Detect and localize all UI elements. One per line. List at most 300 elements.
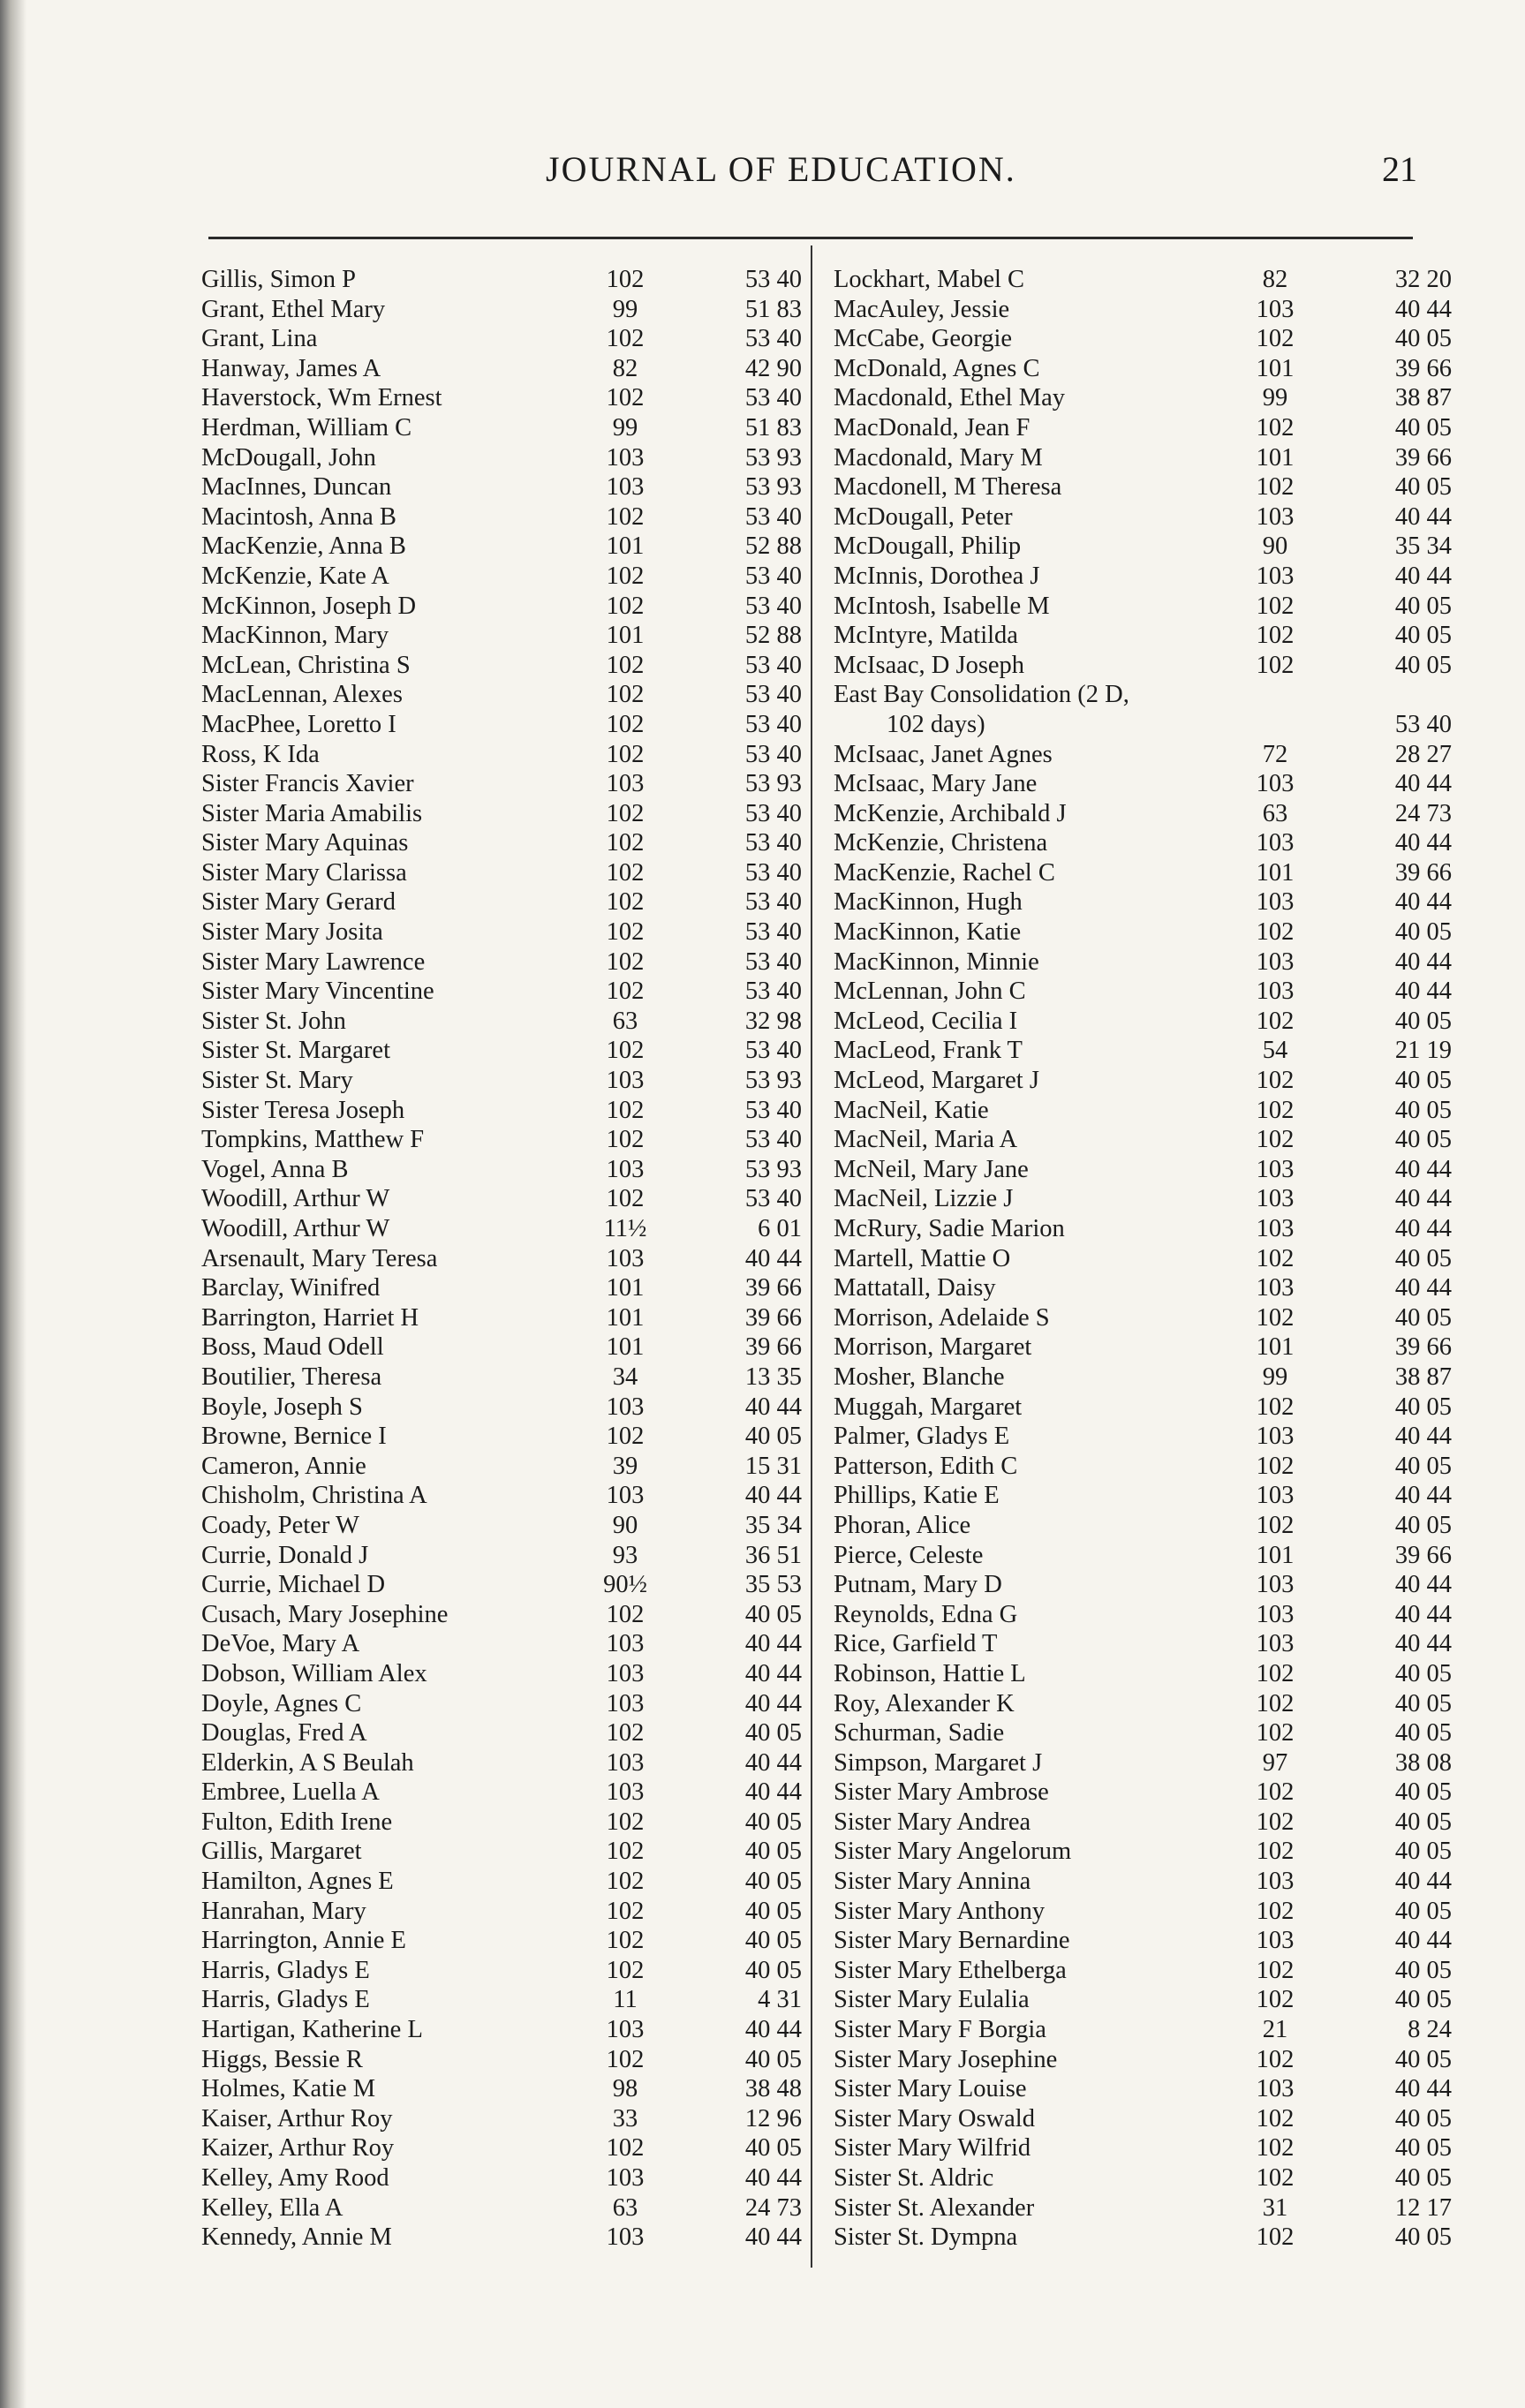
teacher-name: Holmes, Katie M — [201, 2075, 376, 2103]
grant-amount: 40 44 — [744, 1482, 802, 1510]
list-item — [201, 295, 802, 325]
journal-title: JOURNAL OF EDUCATION. — [546, 149, 1016, 189]
grant-amount: 32 20 — [1394, 266, 1452, 293]
list-item — [834, 1155, 1469, 1185]
list-item — [834, 1956, 1469, 1986]
grant-amount: 35 34 — [744, 1511, 802, 1539]
days-taught: 97 — [1262, 1748, 1288, 1777]
days-taught: 103 — [1256, 1630, 1295, 1658]
list-item — [834, 1570, 1469, 1600]
grant-amount: 39 66 — [744, 1274, 802, 1302]
list-item — [201, 1897, 802, 1927]
list-item — [834, 651, 1469, 681]
days-taught: 102 — [606, 1037, 645, 1065]
teacher-name: Sister Mary Andrea — [834, 1808, 1031, 1836]
list-item — [201, 413, 802, 443]
list-item — [201, 1629, 802, 1659]
teacher-name: Coady, Peter W — [201, 1511, 359, 1539]
days-taught: 103 — [606, 1067, 645, 1095]
grant-amount: 40 05 — [1394, 1719, 1452, 1747]
days-taught: 102 — [1256, 2134, 1295, 2163]
list-item — [201, 1184, 802, 1214]
list-item — [834, 295, 1469, 325]
teacher-name: Morrison, Margaret — [834, 1333, 1032, 1362]
teacher-name: MacNeil, Maria A — [834, 1126, 1018, 1154]
teacher-name: MacPhee, Loretto I — [201, 710, 396, 738]
grant-amount: 40 05 — [744, 1868, 802, 1896]
teacher-name: Mattatall, Daisy — [834, 1274, 996, 1302]
days-taught: 63 — [612, 2193, 638, 2222]
list-item — [834, 799, 1469, 829]
grant-amount: 40 44 — [1394, 1274, 1452, 1302]
days-taught: 101 — [1256, 354, 1295, 382]
days-taught: 103 — [1256, 978, 1295, 1006]
list-item — [834, 1689, 1469, 1719]
list-item — [834, 383, 1469, 413]
list-item — [834, 1452, 1469, 1482]
list-item — [834, 1926, 1469, 1956]
grant-amount: 24 73 — [744, 2193, 802, 2222]
grant-amount: 53 40 — [744, 651, 802, 679]
days-taught: 102 — [1256, 2223, 1295, 2252]
days-taught: 102 — [606, 1096, 645, 1124]
days-taught: 103 — [606, 1659, 645, 1687]
list-item — [834, 1481, 1469, 1511]
grant-amount: 53 40 — [744, 858, 802, 887]
teacher-name: Sister Mary Josephine — [834, 2045, 1058, 2073]
teacher-name: Macintosh, Anna B — [201, 502, 396, 531]
days-taught: 102 — [606, 2134, 645, 2163]
days-taught: 102 — [1256, 413, 1295, 442]
grant-amount: 40 05 — [1394, 325, 1452, 353]
days-taught: 102 — [1256, 2104, 1295, 2132]
grant-amount: 40 44 — [1394, 502, 1452, 531]
teacher-name: Cusach, Mary Josephine — [201, 1600, 449, 1628]
teacher-name: McInnis, Dorothea J — [834, 562, 1040, 590]
list-item — [201, 2074, 802, 2104]
list-item — [834, 2015, 1469, 2045]
grant-amount: 40 05 — [1394, 1244, 1452, 1272]
list-item — [201, 383, 802, 413]
teacher-name: McIntosh, Isabelle M — [834, 592, 1050, 620]
page-number: 21 — [1382, 149, 1417, 189]
grant-amount: 40 44 — [1394, 770, 1452, 798]
grant-amount: 40 44 — [744, 1244, 802, 1272]
list-item — [834, 1897, 1469, 1927]
teacher-name: Kennedy, Annie M — [201, 2223, 392, 2252]
grant-amount: 53 40 — [1394, 710, 1452, 738]
list-item — [834, 1718, 1469, 1748]
days-taught: 33 — [612, 2104, 638, 2132]
teacher-name: Sister Mary Louise — [834, 2075, 1027, 2103]
days-taught: 102 — [606, 1808, 645, 1836]
teacher-name: Robinson, Hattie L — [834, 1659, 1026, 1687]
days-taught: 101 — [606, 532, 645, 561]
list-item — [834, 324, 1469, 354]
list-item — [834, 1066, 1469, 1096]
teacher-name: McKinnon, Joseph D — [201, 592, 417, 620]
teacher-name: Currie, Michael D — [201, 1571, 386, 1599]
list-item — [201, 443, 802, 473]
grant-amount: 35 34 — [1394, 532, 1452, 561]
list-item — [201, 1689, 802, 1719]
days-taught: 102 — [1256, 1838, 1295, 1866]
grant-amount: 53 40 — [744, 681, 802, 709]
teacher-name: East Bay Consolidation (2 D, — [834, 681, 1129, 709]
days-taught: 103 — [606, 2016, 645, 2044]
list-item — [201, 1778, 802, 1808]
teacher-name: McLeod, Cecilia I — [834, 1007, 1018, 1035]
teacher-name: Sister Francis Xavier — [201, 770, 414, 798]
days-taught: 103 — [1256, 2075, 1295, 2103]
teacher-name: Martell, Mattie O — [834, 1244, 1011, 1272]
days-taught: 99 — [612, 413, 638, 442]
days-taught: 72 — [1262, 740, 1288, 768]
list-item — [201, 2223, 802, 2253]
days-taught: 103 — [606, 473, 645, 502]
grant-amount: 39 66 — [1394, 1541, 1452, 1569]
teacher-name: Herdman, William C — [201, 413, 412, 442]
days-taught: 101 — [606, 1333, 645, 1362]
days-taught: 102 — [1256, 1808, 1295, 1836]
days-taught: 101 — [1256, 1541, 1295, 1569]
grant-amount: 40 44 — [744, 2016, 802, 2044]
list-item — [834, 2074, 1469, 2104]
days-taught: 98 — [612, 2075, 638, 2103]
teacher-name: Kaiser, Arthur Roy — [201, 2104, 393, 2132]
teacher-name: Phoran, Alice — [834, 1511, 971, 1539]
teacher-name: Boyle, Joseph S — [201, 1393, 363, 1421]
list-item — [834, 1007, 1469, 1037]
list-item — [201, 1244, 802, 1274]
grant-amount: 53 40 — [744, 1037, 802, 1065]
days-taught: 103 — [606, 443, 645, 472]
list-item — [834, 2045, 1469, 2075]
grant-amount: 40 05 — [1394, 1838, 1452, 1866]
days-taught: 90 — [612, 1511, 638, 1539]
grant-amount: 28 27 — [1394, 740, 1452, 768]
days-taught: 102 — [1256, 1778, 1295, 1807]
list-item — [201, 1837, 802, 1867]
list-item — [201, 1422, 802, 1452]
list-item — [201, 1393, 802, 1423]
teacher-name: Kelley, Amy Rood — [201, 2164, 389, 2192]
days-taught: 102 — [1256, 1719, 1295, 1747]
teacher-name: Sister St. Mary — [201, 1067, 353, 1095]
days-taught: 102 — [606, 384, 645, 412]
days-taught: 21 — [1262, 2016, 1288, 2044]
days-taught: 103 — [1256, 295, 1295, 323]
grant-amount: 40 05 — [744, 1838, 802, 1866]
grant-amount: 24 73 — [1394, 799, 1452, 827]
list-item — [201, 354, 802, 384]
list-item — [201, 1332, 802, 1363]
teacher-name: Sister Mary Angelorum — [834, 1838, 1072, 1866]
days-taught: 102 — [606, 1126, 645, 1154]
teacher-name: Sister St. Alexander — [834, 2193, 1035, 2222]
teacher-name: Grant, Lina — [201, 325, 318, 353]
days-taught: 102 — [606, 2045, 645, 2073]
days-taught: 11 — [613, 1986, 638, 2014]
teacher-name: McDonald, Agnes C — [834, 354, 1040, 382]
days-taught: 102 — [606, 740, 645, 768]
list-item — [834, 680, 1469, 710]
days-taught: 103 — [606, 1748, 645, 1777]
teacher-name: Sister Mary Aquinas — [201, 829, 409, 857]
list-item — [834, 1511, 1469, 1541]
grant-amount: 53 40 — [744, 592, 802, 620]
teacher-name: McLennan, John C — [834, 978, 1026, 1006]
teacher-name: McRury, Sadie Marion — [834, 1215, 1065, 1242]
grant-amount: 40 05 — [744, 1927, 802, 1955]
list-item — [201, 592, 802, 622]
grant-amount: 40 44 — [744, 2223, 802, 2252]
list-item — [201, 265, 802, 295]
days-taught: 99 — [1262, 1363, 1288, 1391]
teacher-name: Schurman, Sadie — [834, 1719, 1005, 1747]
grant-amount: 36 51 — [744, 1541, 802, 1569]
days-taught: 102 — [606, 266, 645, 293]
teacher-name: Sister Teresa Joseph — [201, 1096, 405, 1124]
teacher-name: Lockhart, Mabel C — [834, 266, 1025, 293]
grant-amount: 53 93 — [744, 1155, 802, 1183]
teacher-name: MacDonald, Jean F — [834, 413, 1031, 442]
list-item — [834, 1837, 1469, 1867]
days-taught: 103 — [1256, 1423, 1295, 1451]
list-item — [201, 1659, 802, 1689]
list-item — [834, 1600, 1469, 1630]
teacher-name: Macdonell, M Theresa — [834, 473, 1062, 502]
teacher-name: Sister Mary Vincentine — [201, 978, 434, 1006]
teacher-name: Morrison, Adelaide S — [834, 1303, 1050, 1332]
teacher-name: MacKenzie, Anna B — [201, 532, 406, 561]
grant-amount: 40 05 — [1394, 2104, 1452, 2132]
teacher-name: McKenzie, Kate A — [201, 562, 389, 590]
days-taught: 102 — [1256, 1897, 1295, 1925]
teacher-name: Macdonald, Mary M — [834, 443, 1043, 472]
page-header — [0, 148, 1525, 201]
list-item — [201, 1214, 802, 1244]
teacher-name: Sister Maria Amabilis — [201, 799, 423, 827]
grant-amount: 40 44 — [1394, 1215, 1452, 1242]
grant-amount: 40 05 — [744, 1719, 802, 1747]
teacher-name: MacLennan, Alexes — [201, 681, 403, 709]
grant-amount: 52 88 — [744, 622, 802, 650]
list-item — [834, 1659, 1469, 1689]
grant-amount: 40 44 — [1394, 295, 1452, 323]
grant-amount: 39 66 — [744, 1303, 802, 1332]
teacher-name: Palmer, Gladys E — [834, 1423, 1010, 1451]
list-item — [201, 887, 802, 917]
list-item — [834, 502, 1469, 532]
days-taught: 102 — [606, 799, 645, 827]
grant-amount: 40 05 — [744, 1423, 802, 1451]
list-item — [834, 354, 1469, 384]
teacher-name: MacAuley, Jessie — [834, 295, 1010, 323]
grant-amount: 40 44 — [1394, 1600, 1452, 1628]
grant-amount: 40 05 — [1394, 1659, 1452, 1687]
teacher-name: McIsaac, D Joseph — [834, 651, 1025, 679]
grant-amount: 53 40 — [744, 266, 802, 293]
grant-amount: 40 05 — [1394, 1096, 1452, 1124]
grant-amount: 40 05 — [1394, 1126, 1452, 1154]
grant-amount: 6 01 — [758, 1215, 802, 1242]
days-taught: 102 — [606, 918, 645, 947]
days-taught: 102 — [606, 1185, 645, 1213]
list-item — [201, 1926, 802, 1956]
days-taught: 103 — [1256, 1600, 1295, 1628]
grant-amount: 40 44 — [1394, 888, 1452, 917]
list-item — [834, 1036, 1469, 1066]
teacher-name: MacInnes, Duncan — [201, 473, 392, 502]
teacher-name: Harris, Gladys E — [201, 1956, 370, 1984]
days-taught: 103 — [606, 1630, 645, 1658]
list-item — [201, 1155, 802, 1185]
days-taught: 102 — [1256, 2164, 1295, 2192]
grant-amount: 53 93 — [744, 473, 802, 502]
grant-amount: 40 44 — [1394, 978, 1452, 1006]
teacher-name: Simpson, Margaret J — [834, 1748, 1043, 1777]
teacher-name: Phillips, Katie E — [834, 1482, 1000, 1510]
list-item — [834, 1363, 1469, 1393]
grant-amount: 40 44 — [1394, 1868, 1452, 1896]
teacher-name: McCabe, Georgie — [834, 325, 1013, 353]
list-item — [201, 2104, 802, 2134]
teacher-name: Sister Mary Eulalia — [834, 1986, 1030, 2014]
teacher-name: MacKinnon, Hugh — [834, 888, 1023, 917]
teacher-name: Browne, Bernice I — [201, 1423, 387, 1451]
days-taught: 102 — [1256, 1007, 1295, 1035]
list-item — [201, 710, 802, 740]
days-taught: 102 — [606, 710, 645, 738]
teacher-name: Sister Mary Ambrose — [834, 1778, 1049, 1807]
list-item — [201, 1125, 802, 1155]
grant-amount: 13 35 — [744, 1363, 802, 1391]
days-taught: 102 — [606, 1423, 645, 1451]
teacher-name: Grant, Ethel Mary — [201, 295, 386, 323]
days-taught: 102 — [606, 325, 645, 353]
grant-amount: 40 05 — [1394, 651, 1452, 679]
teacher-name: MacNeil, Katie — [834, 1096, 989, 1124]
grant-amount: 53 40 — [744, 502, 802, 531]
teacher-name: MacKinnon, Mary — [201, 622, 389, 650]
grant-amount: 51 83 — [744, 295, 802, 323]
grant-amount: 21 19 — [1394, 1037, 1452, 1065]
grant-amount: 40 05 — [1394, 413, 1452, 442]
grant-amount: 32 98 — [744, 1007, 802, 1035]
header-rule — [208, 237, 1413, 239]
days-taught: 102 — [1256, 1393, 1295, 1421]
days-taught: 90 — [1262, 532, 1288, 561]
teacher-name: Roy, Alexander K — [834, 1689, 1015, 1717]
grant-amount: 39 66 — [1394, 1333, 1452, 1362]
teacher-name: Barrington, Harriet H — [201, 1303, 419, 1332]
list-item — [834, 828, 1469, 858]
list-item — [834, 1748, 1469, 1778]
days-taught: 102 — [606, 1838, 645, 1866]
teacher-name: McIntyre, Matilda — [834, 622, 1018, 650]
list-item — [201, 1007, 802, 1037]
teacher-name: McIsaac, Janet Agnes — [834, 740, 1053, 768]
teacher-name: McDougall, John — [201, 443, 376, 472]
grant-amount: 40 05 — [1394, 2164, 1452, 2192]
list-item — [201, 1096, 802, 1126]
teacher-name: Mosher, Blanche — [834, 1363, 1005, 1391]
teacher-name: Sister St. John — [201, 1007, 346, 1035]
grant-amount: 53 93 — [744, 770, 802, 798]
right-column — [834, 265, 1469, 2253]
list-item — [201, 977, 802, 1007]
grant-amount: 35 53 — [744, 1571, 802, 1599]
list-item — [201, 1273, 802, 1303]
list-item — [201, 2133, 802, 2163]
grant-amount: 53 40 — [744, 947, 802, 976]
grant-amount: 40 05 — [744, 2045, 802, 2073]
teacher-name: Macdonald, Ethel May — [834, 384, 1065, 412]
grant-amount: 40 44 — [1394, 1185, 1452, 1213]
grant-amount: 53 40 — [744, 829, 802, 857]
days-taught: 90½ — [603, 1571, 647, 1599]
days-taught: 103 — [606, 1778, 645, 1807]
days-taught: 102 — [1256, 1067, 1295, 1095]
grant-amount: 53 40 — [744, 799, 802, 827]
days-taught: 102 — [1256, 1303, 1295, 1332]
days-taught: 102 — [606, 888, 645, 917]
list-item — [201, 1808, 802, 1838]
grant-amount: 40 05 — [744, 1956, 802, 1984]
teacher-name: Sister Mary Anthony — [834, 1897, 1046, 1925]
list-item — [834, 858, 1469, 888]
list-item — [834, 1214, 1469, 1244]
grant-amount: 40 05 — [1394, 1007, 1452, 1035]
teacher-name: Sister Mary Wilfrid — [834, 2134, 1031, 2163]
days-taught: 102 — [1256, 2045, 1295, 2073]
days-taught: 103 — [1256, 1571, 1295, 1599]
teacher-name: Harris, Gladys E — [201, 1986, 370, 2014]
grant-amount: 40 44 — [744, 1630, 802, 1658]
teacher-name: DeVoe, Mary A — [201, 1630, 360, 1658]
grant-amount: 53 93 — [744, 443, 802, 472]
teacher-name: 102 days) — [887, 710, 985, 738]
teacher-name: Reynolds, Edna G — [834, 1600, 1018, 1628]
days-taught: 102 — [606, 1956, 645, 1984]
teacher-name: McLean, Christina S — [201, 651, 411, 679]
days-taught: 102 — [606, 947, 645, 976]
teacher-name: Patterson, Edith C — [834, 1452, 1018, 1480]
grant-amount: 40 05 — [1394, 1778, 1452, 1807]
days-taught: 103 — [1256, 502, 1295, 531]
list-item — [201, 651, 802, 681]
days-taught: 103 — [1256, 1482, 1295, 1510]
list-item — [201, 1481, 802, 1511]
grant-amount: 40 05 — [1394, 1303, 1452, 1332]
teacher-name: Higgs, Bessie R — [201, 2045, 363, 2073]
days-taught: 103 — [1256, 1215, 1295, 1242]
days-taught: 103 — [606, 1482, 645, 1510]
list-item — [201, 1718, 802, 1748]
days-taught: 101 — [1256, 1333, 1295, 1362]
grant-amount: 53 40 — [744, 562, 802, 590]
days-taught: 102 — [606, 562, 645, 590]
days-taught: 102 — [1256, 1659, 1295, 1687]
days-taught: 101 — [1256, 443, 1295, 472]
teacher-name: Cameron, Annie — [201, 1452, 366, 1480]
grant-amount: 39 66 — [744, 1333, 802, 1362]
days-taught: 102 — [1256, 1511, 1295, 1539]
list-item — [201, 1748, 802, 1778]
grant-amount: 40 44 — [1394, 1571, 1452, 1599]
grant-amount: 40 44 — [1394, 2075, 1452, 2103]
